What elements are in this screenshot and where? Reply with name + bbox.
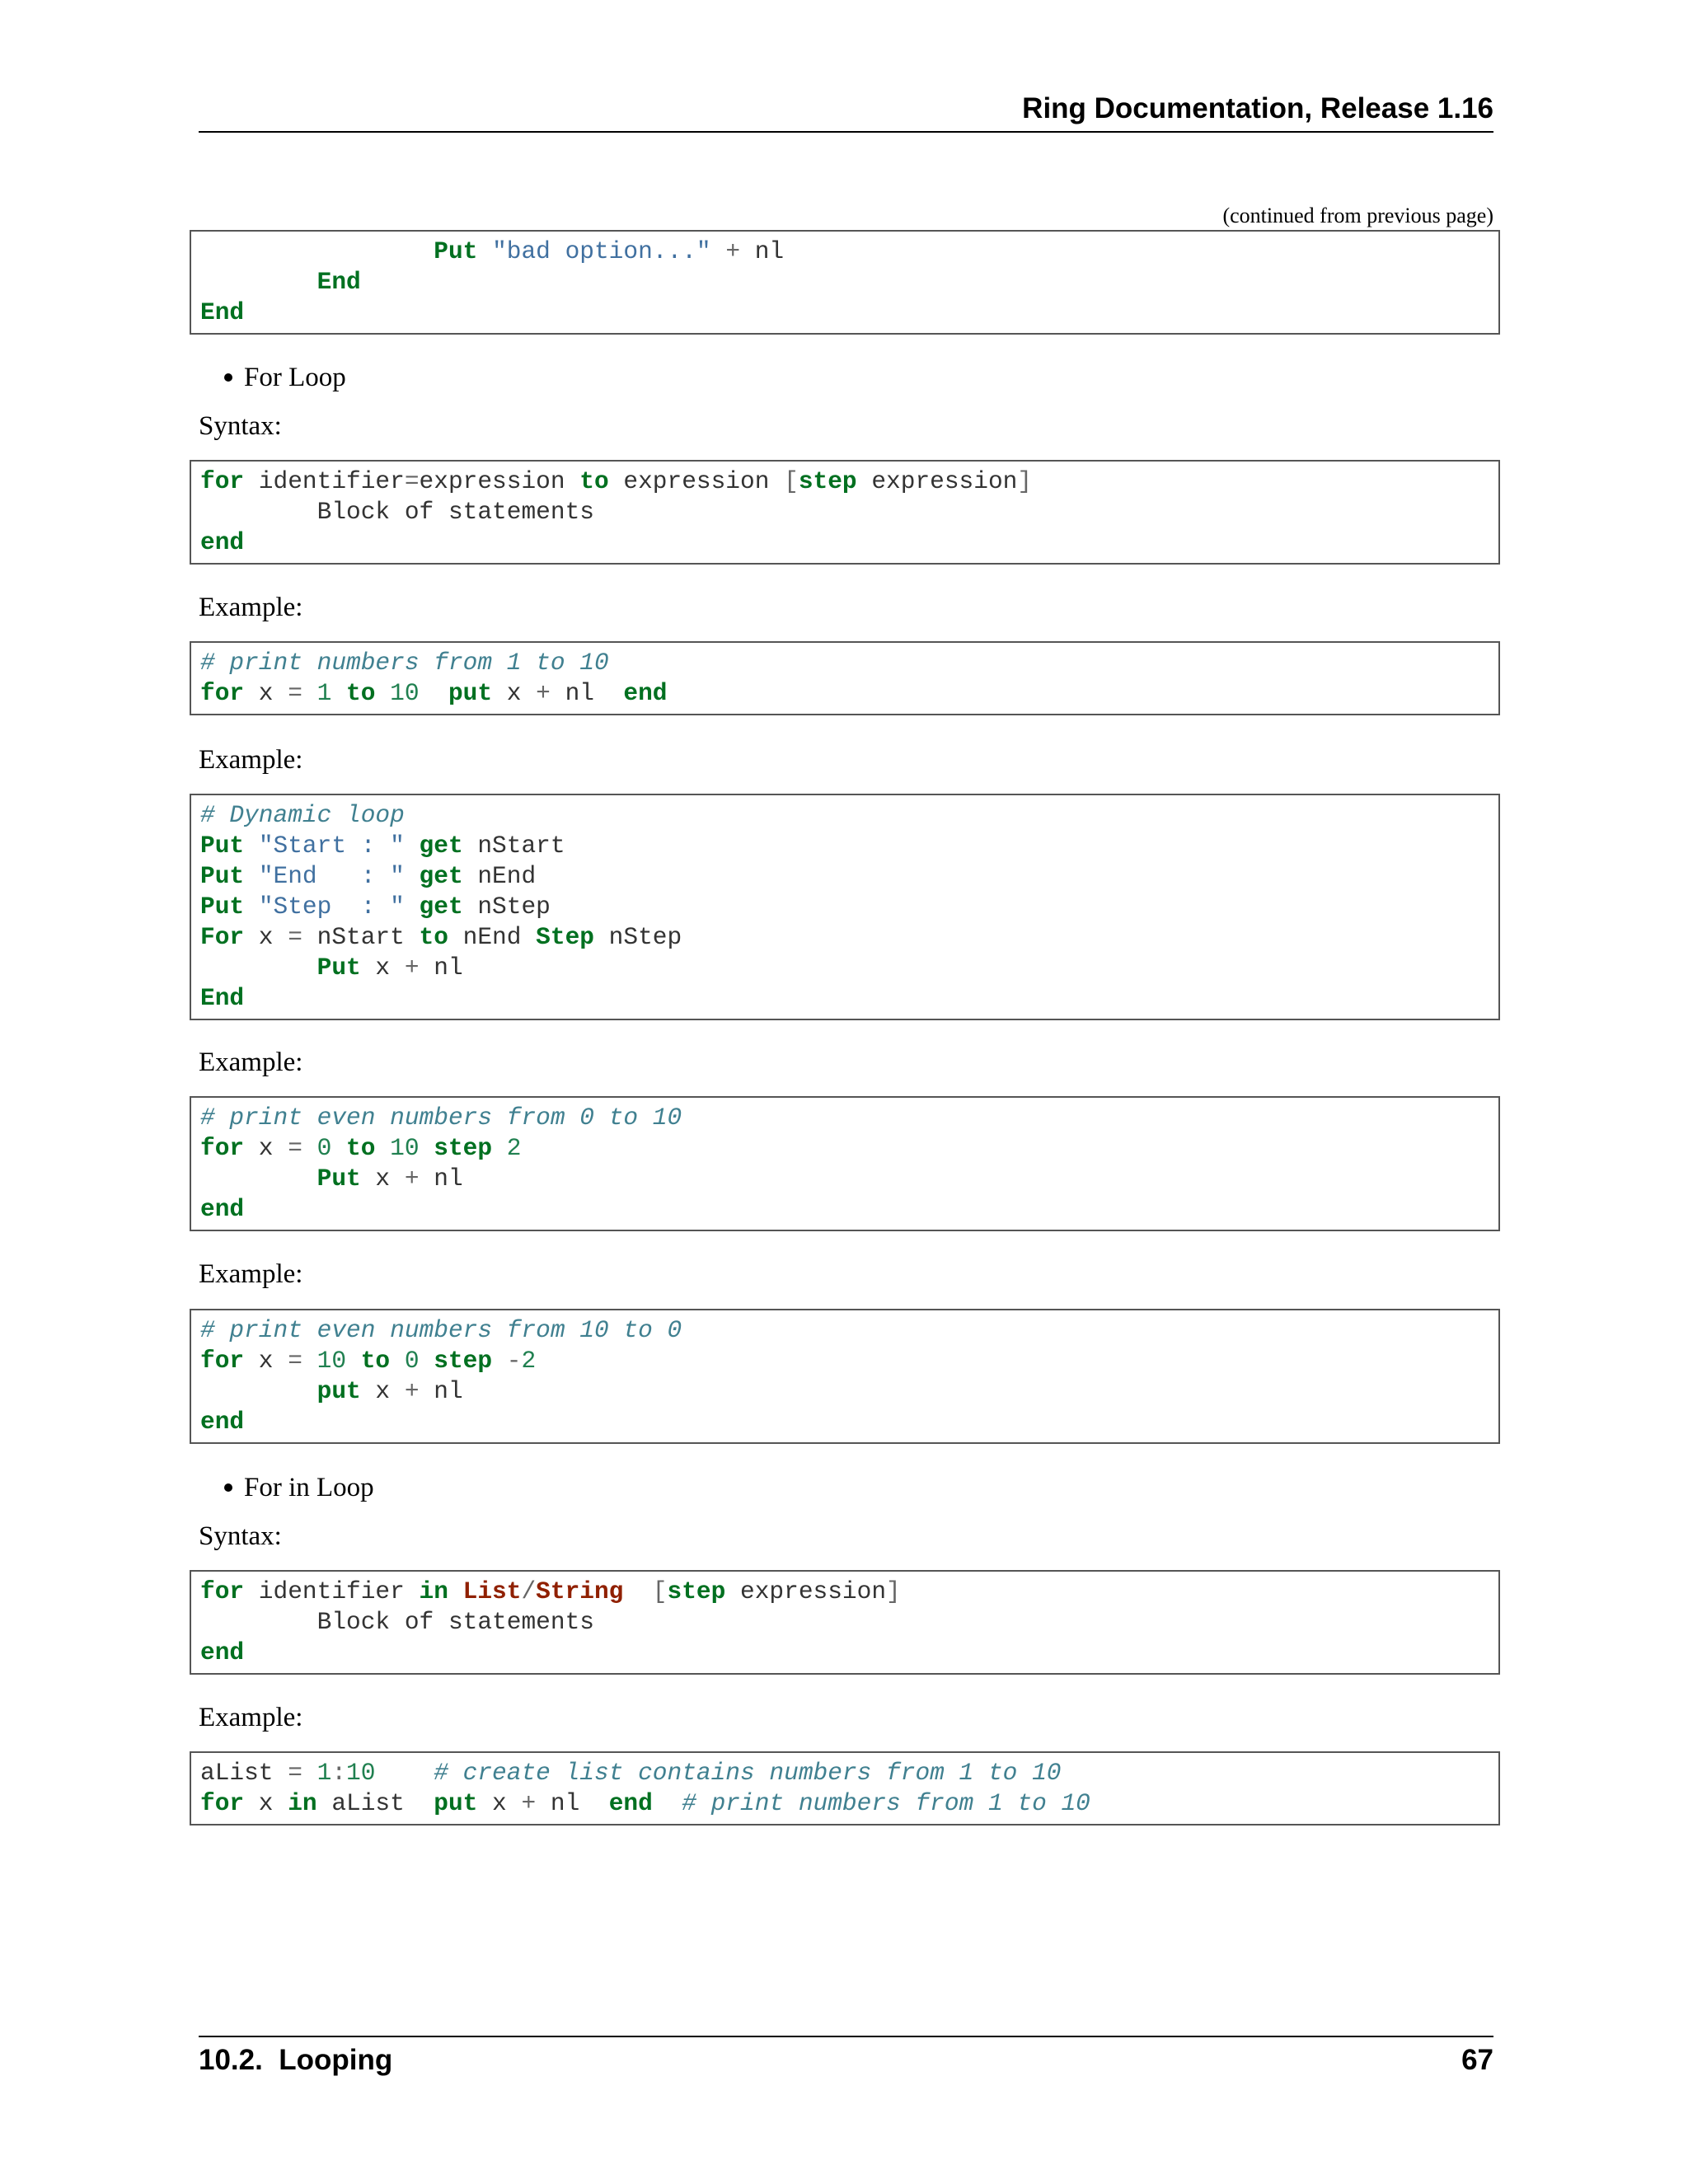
code-token: for: [200, 1789, 245, 1817]
code-token: # Dynamic loop: [200, 801, 405, 829]
code-token: Put: [434, 237, 478, 265]
code-token: to: [419, 923, 448, 951]
code-token: ]: [886, 1577, 901, 1605]
code-token: [302, 1134, 317, 1162]
code-token: "End : ": [258, 862, 405, 890]
code-token: [: [784, 467, 799, 495]
bullet-dot: [224, 1483, 232, 1492]
code-token: to: [346, 1134, 376, 1162]
code-token: 10: [390, 679, 420, 707]
code-token: "bad option...": [492, 237, 711, 265]
code-token: x: [244, 1789, 288, 1817]
bullet-item-for-in-loop: [244, 1473, 374, 1503]
code-line: [200, 983, 1490, 1014]
code-token: [492, 1347, 507, 1375]
code-token: [492, 1134, 507, 1162]
code-token: # print even numbers from 10 to 0: [200, 1316, 682, 1344]
code-token: step: [434, 1347, 493, 1375]
code-line: [200, 1133, 1490, 1164]
continued-note: (continued from previous page): [1222, 204, 1493, 227]
code-token: 10: [390, 1134, 420, 1162]
example-label: Example:: [199, 1703, 303, 1732]
code-token: [653, 1789, 682, 1817]
code-token: [405, 862, 420, 890]
code-token: +: [404, 1165, 420, 1193]
code-token: nStart: [302, 923, 420, 951]
code-token: x: [492, 679, 537, 707]
footer-page-number: 67: [1461, 2044, 1493, 2076]
code-line: [200, 1607, 1490, 1638]
code-token: 1: [316, 1759, 332, 1787]
footer-divider: [199, 2036, 1493, 2037]
footer-section-title: 10.2. Looping: [199, 2044, 393, 2076]
code-line: [200, 497, 1490, 527]
code-token: [420, 1134, 434, 1162]
code-token: 1: [316, 679, 332, 707]
code-token: x: [360, 954, 405, 982]
code-token: [244, 862, 259, 890]
code-token: get: [419, 862, 463, 890]
code-block: [190, 1096, 1500, 1231]
code-token: put: [448, 679, 493, 707]
code-token: nl: [419, 1377, 463, 1405]
code-token: to: [346, 679, 376, 707]
code-token: [375, 1134, 390, 1162]
code-token: [200, 268, 317, 296]
code-token: aList: [200, 1759, 288, 1787]
code-token: 0: [404, 1347, 420, 1375]
code-line: [200, 1315, 1490, 1346]
code-line: [200, 953, 1490, 983]
code-token: [302, 1759, 317, 1787]
code-token: in: [419, 1577, 448, 1605]
code-line: [200, 1164, 1490, 1194]
code-token: [623, 1577, 652, 1605]
code-line: [200, 527, 1490, 558]
code-block: [190, 1751, 1500, 1825]
code-token: for: [200, 1134, 245, 1162]
code-token: to: [579, 467, 609, 495]
code-token: [: [652, 1577, 668, 1605]
code-token: x: [244, 1347, 288, 1375]
code-token: Step: [536, 923, 594, 951]
code-token: step: [434, 1134, 493, 1162]
syntax-label: Syntax:: [199, 411, 282, 441]
code-token: # print even numbers from 0 to 10: [200, 1104, 682, 1132]
code-token: # print numbers from 1 to 10: [682, 1789, 1090, 1817]
code-token: x: [244, 1134, 288, 1162]
code-token: x: [360, 1165, 405, 1193]
code-token: nl: [536, 1789, 609, 1817]
code-token: nStart: [462, 832, 565, 860]
code-token: Put: [200, 893, 245, 921]
code-token: [711, 237, 726, 265]
code-token: Put: [200, 832, 245, 860]
code-block: [190, 1570, 1500, 1675]
code-token: End: [200, 984, 245, 1012]
code-token: aList: [316, 1789, 434, 1817]
code-token: =: [404, 467, 420, 495]
code-token: Put: [316, 954, 361, 982]
code-token: =: [288, 923, 302, 951]
code-line: [200, 237, 1490, 267]
example-label: Example:: [199, 593, 303, 622]
code-token: End: [316, 268, 361, 296]
code-token: [200, 237, 434, 265]
code-token: expression: [419, 467, 580, 495]
code-token: # create list contains numbers from 1 to 10: [434, 1759, 1062, 1787]
code-token: String: [536, 1577, 624, 1605]
code-token: 10: [316, 1347, 347, 1375]
code-token: End: [200, 298, 245, 326]
code-token: nl: [550, 679, 624, 707]
code-line: [200, 1103, 1490, 1133]
code-line: [200, 831, 1490, 861]
page-header-title: Ring Documentation, Release 1.16: [1022, 92, 1493, 124]
code-token: put: [316, 1377, 361, 1405]
code-line: [200, 648, 1490, 678]
code-line: [200, 1638, 1490, 1668]
code-token: +: [725, 237, 741, 265]
code-line: [200, 1788, 1490, 1819]
code-line: [200, 267, 1490, 298]
code-token: "Step : ": [258, 893, 405, 921]
code-token: get: [419, 893, 463, 921]
code-token: nl: [740, 237, 785, 265]
code-token: x: [360, 1377, 405, 1405]
code-token: nEnd: [462, 862, 537, 890]
code-token: [244, 832, 259, 860]
code-token: 2: [521, 1347, 537, 1375]
code-token: nEnd: [448, 923, 537, 951]
code-line: [200, 678, 1490, 709]
code-line: [200, 1407, 1490, 1437]
code-token: 2: [506, 1134, 522, 1162]
syntax-label: Syntax:: [199, 1521, 282, 1551]
code-token: end: [200, 528, 245, 556]
bullet-text: For in Loop: [244, 1473, 374, 1502]
code-token: [390, 1347, 405, 1375]
code-line: [200, 800, 1490, 831]
code-token: identifier: [244, 1577, 420, 1605]
code-token: [375, 1759, 434, 1787]
code-token: end: [200, 1638, 245, 1666]
code-token: nStep: [593, 923, 682, 951]
code-token: [448, 1577, 463, 1605]
code-token: Block of statements: [200, 1608, 594, 1636]
code-token: ]: [1017, 467, 1033, 495]
code-token: [200, 1165, 317, 1193]
code-token: expression: [856, 467, 1018, 495]
code-token: end: [200, 1408, 245, 1436]
code-token: "Start : ": [258, 832, 405, 860]
bullet-text: For Loop: [244, 363, 346, 392]
code-token: [477, 237, 492, 265]
code-token: end: [200, 1195, 245, 1223]
code-line: [200, 861, 1490, 892]
code-token: put: [434, 1789, 478, 1817]
code-token: Block of statements: [200, 498, 594, 526]
code-token: [346, 1347, 361, 1375]
code-token: to: [360, 1347, 391, 1375]
code-token: :: [331, 1759, 347, 1787]
code-token: in: [288, 1789, 317, 1817]
code-line: [200, 1346, 1490, 1376]
code-token: =: [288, 1759, 302, 1787]
code-line: [200, 1577, 1490, 1607]
code-token: For: [200, 923, 245, 951]
code-token: [331, 1134, 346, 1162]
example-label: Example:: [199, 1047, 303, 1077]
code-block: [190, 460, 1500, 565]
code-token: # print numbers from 1 to 10: [200, 649, 609, 677]
code-line: [200, 922, 1490, 953]
code-token: [405, 832, 420, 860]
code-token: =: [288, 679, 302, 707]
code-token: Put: [200, 862, 245, 890]
code-token: 0: [316, 1134, 332, 1162]
code-token: [420, 679, 448, 707]
bullet-item-for-loop: [244, 363, 346, 393]
code-token: nStep: [462, 893, 551, 921]
code-token: +: [404, 1377, 420, 1405]
code-token: +: [521, 1789, 537, 1817]
code-token: expression: [725, 1577, 887, 1605]
code-token: [375, 679, 390, 707]
code-token: x: [477, 1789, 522, 1817]
code-block: [190, 1309, 1500, 1444]
example-label: Example:: [199, 745, 303, 775]
code-token: end: [608, 1789, 653, 1817]
code-token: =: [288, 1134, 302, 1162]
bullet-dot: [224, 373, 232, 382]
code-token: for: [200, 1577, 245, 1605]
code-token: +: [404, 954, 420, 982]
code-token: step: [667, 1577, 726, 1605]
code-token: [405, 893, 420, 921]
code-token: 10: [346, 1759, 376, 1787]
code-line: [200, 1376, 1490, 1407]
code-line: [200, 466, 1490, 497]
code-block: [190, 230, 1500, 335]
code-token: [200, 954, 317, 982]
code-token: for: [200, 467, 245, 495]
code-token: for: [200, 679, 245, 707]
code-token: [420, 1347, 434, 1375]
header-divider: [199, 131, 1493, 133]
code-token: =: [288, 1347, 302, 1375]
code-token: for: [200, 1347, 245, 1375]
code-token: x: [244, 923, 288, 951]
code-token: [302, 679, 317, 707]
code-token: Put: [316, 1165, 361, 1193]
code-token: nl: [419, 954, 463, 982]
code-block: [190, 794, 1500, 1020]
code-token: [244, 893, 259, 921]
code-token: -: [506, 1347, 522, 1375]
code-token: end: [623, 679, 668, 707]
code-line: [200, 298, 1490, 328]
example-label: Example:: [199, 1259, 303, 1289]
code-token: [200, 1377, 317, 1405]
code-token: identifier: [244, 467, 405, 495]
code-token: [331, 679, 346, 707]
code-token: x: [244, 679, 288, 707]
code-token: step: [798, 467, 857, 495]
code-token: +: [536, 679, 551, 707]
code-token: /: [521, 1577, 537, 1605]
code-token: List: [462, 1577, 522, 1605]
code-token: nl: [419, 1165, 463, 1193]
code-token: [302, 1347, 317, 1375]
code-line: [200, 1194, 1490, 1225]
code-line: [200, 892, 1490, 922]
code-token: get: [419, 832, 463, 860]
code-block: [190, 641, 1500, 715]
code-line: [200, 1758, 1490, 1788]
code-token: expression: [608, 467, 785, 495]
